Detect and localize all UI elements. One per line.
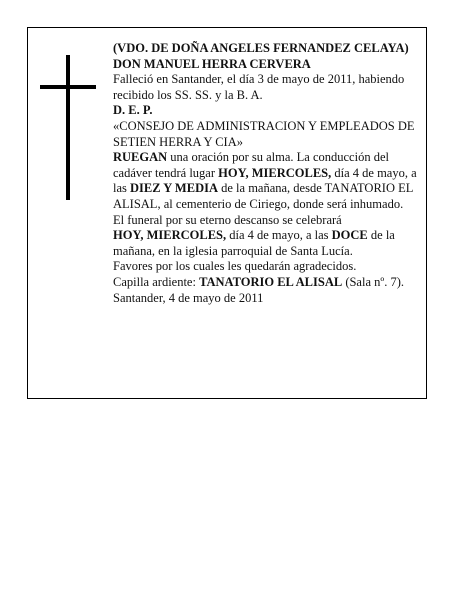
death-announcement: Falleció en Santander, el día 3 de mayo de 2011, habiendo recibido los SS. SS. y la B. A. [113, 72, 405, 102]
burial-text-3: de la mañana, desde TANATORIO EL ALISAL, al cementerio de Ciriego, donde será inhumado. [113, 181, 413, 211]
chapel-line [113, 275, 425, 291]
ruegan-paragraph [113, 150, 425, 212]
funeral-text-2: de la mañana, en la iglesia parroquial de Santa Lucía. [113, 228, 395, 258]
dep-line: D. E. P. [113, 103, 153, 118]
burial-time: DIEZ Y MEDIA [130, 181, 218, 196]
burial-text-1: una oración por su alma. La conducción del cadáver tendrá lugar [113, 150, 389, 180]
funeral-paragraph [113, 228, 425, 259]
funeral-text-1: día 4 de mayo, a las [226, 228, 332, 243]
cross-icon [40, 55, 96, 200]
funeral-day: HOY, MIERCOLES, [113, 228, 227, 243]
council-line: «CONSEJO DE ADMINISTRACION Y EMPLEADOS DE SETIEN HERRA Y CIA» [113, 118, 415, 149]
thanks-line: Favores por los cuales les quedarán agradecidos. [113, 259, 357, 274]
funeral-time: DOCE [331, 228, 368, 243]
obituary-notice [27, 27, 427, 399]
notice-text [113, 41, 425, 306]
notice-date: Santander, 4 de mayo de 2011 [113, 290, 264, 305]
deceased-name: DON MANUEL HERRA CERVERA [113, 56, 311, 71]
chapel-label: Capilla ardiente: [113, 274, 200, 289]
burial-text-2: día 4 de mayo, a las [113, 165, 417, 196]
widower-header: (VDO. DE DOÑA ANGELES FERNANDEZ CELAYA) [113, 41, 409, 55]
ruegan-word: RUEGAN [113, 150, 168, 165]
chapel-room: (Sala nº. 7). [342, 274, 405, 289]
burial-day: HOY, MIERCOLES, [218, 165, 332, 180]
chapel-place: TANATORIO EL ALISAL [199, 274, 343, 289]
funeral-intro: El funeral por su eterno descanso se celebrará [113, 212, 342, 227]
